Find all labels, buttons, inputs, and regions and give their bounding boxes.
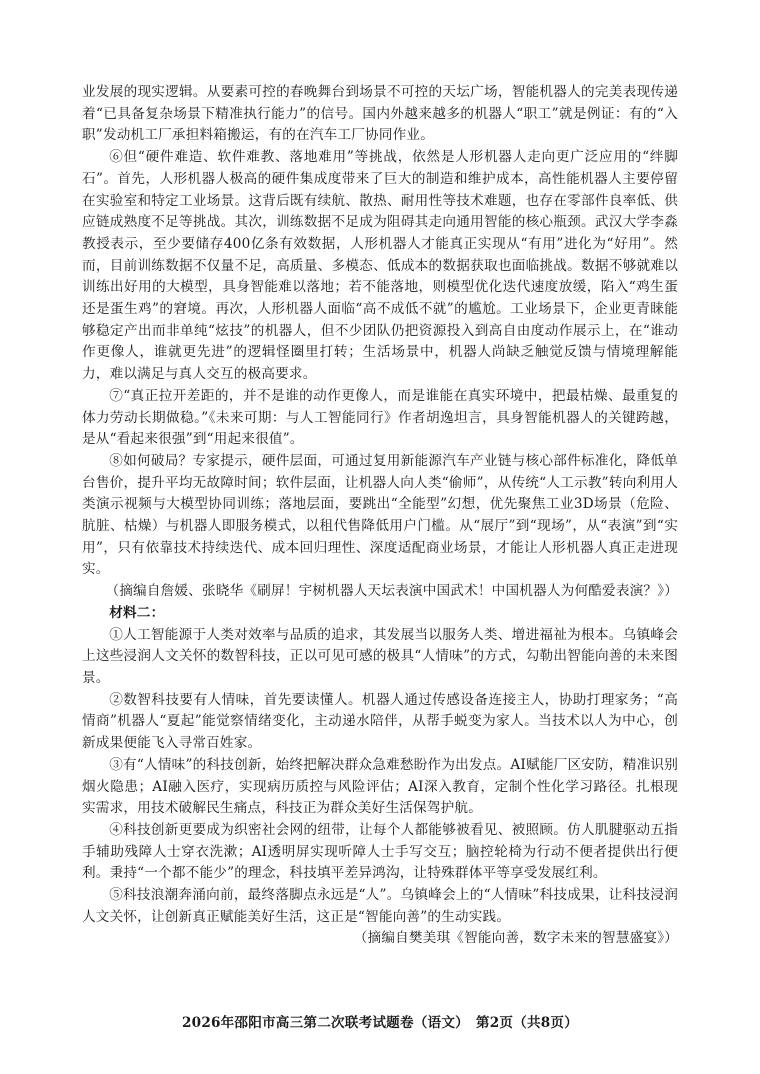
article-body xyxy=(82,82,678,950)
paragraph-7: ⑦“真正拉开差距的，并不是谁的动作更像人，而是谁能在真实环境中，把最枯燥、最重复的体力劳动长期做稳。”《未来可期：与人工智能同行》作者胡逸坦言，具身智能机器人的关键跨越，是从“看起来很强”到“用起来很值”。 xyxy=(82,387,678,448)
source-citation-2: （摘编自樊美琪《智能向善，数字未来的智慧盛宴》） xyxy=(353,930,678,947)
source-citation-1: （摘编自詹媛、张晓华《刷屏！宇树机器人天坛表演中国武术！中国机器人为何酷爱表演？》） xyxy=(105,583,678,600)
material-2-heading: 材料二： xyxy=(109,604,165,621)
paragraph-6: ⑥但“硬件难造、软件难教、落地难用”等挑战，依然是人形机器人走向更广泛应用的“绊脚石”。首先，人形机器人极高的硬件集成度带来了巨大的制造和维护成本，高性能机器人主要停留在实验室和特定工业场景。这背后既有续航、散热、耐用性等技术难题，也存在零部件良率低、供应链成熟度不足等挑战。其次，训练数据不足成为阻碍其走向通用智能的核心瓶颈。武汉大学李淼教授表示，至少要储存400亿条有效数据，人形机器人才能真正实现从“有用”进化为“好用”。然而，目前训练数据不仅量不足，高质量、多模态、低成本的数据获取也面临挑战。数据不够就难以训练出好用的大模型，具身智能难以落地；若不能落地，则模型优化迭代速度放缓，陷入“鸡生蛋还是蛋生鸡”的窘境。再次，人形机器人面临“高不成低不就”的尴尬。工业场景下，企业更青睐能够稳定产出而非单纯“炫技”的机器人，但不少团队仍把资源投入到高自由度动作展示上，在“谁动作更像人，谁就更先进”的逻辑怪圈里打转；生活场景中，机器人尚缺乏触觉反馈与情境理解能力，难以满足与真人交互的极高要求。 xyxy=(82,149,678,383)
material-2-paragraph-3: ③有“人情味”的科技创新，始终把解决群众急难愁盼作为出发点。AI赋能厂区安防，精准识别烟火隐患；AI融入医疗，实现病历质控与风险评估；AI深入教育，定制个性化学习路径。扎根现实需求，用技术破解民生痛点，科技正为群众美好生活保驾护航。 xyxy=(82,756,678,817)
material-2-paragraph-5: ⑤科技浪潮奔涌向前，最终落脚点永远是“人”。乌镇峰会上的“人情味”科技成果，让科技浸润人文关怀，让创新真正赋能美好生活，这正是“智能向善”的生动实践。 xyxy=(82,887,678,925)
material-2-paragraph-1: ①人工智能源于人类对效率与品质的追求，其发展当以服务人类、增进福祉为根本。乌镇峰会上这些浸润人文关怀的数智科技，正以可见可感的极具“人情味”的方式，勾勒出智能向善的未来图景。 xyxy=(82,626,678,686)
paragraph-continuation: 业发展的现实逻辑。从要素可控的春晚舞台到场景不可控的天坛广场，智能机器人的完美表现传递着“已具备复杂场景下精准执行能力”的信号。国内外越来越多的机器人“职工”就是例证：有的“入职”发动机工厂承担料箱搬运，有的在汽车工厂协同作业。 xyxy=(82,84,678,144)
material-2-paragraph-2: ②数智科技要有人情味，首先要读懂人。机器人通过传感设备连接主人，协助打理家务；“高情商”机器人“夏起”能觉察情绪变化，主动递水陪伴，从帮手蜕变为家人。当技术以人为中心，创新成果便能飞入寻常百姓家。 xyxy=(82,691,678,752)
page-footer: 2026年邵阳市高三第二次联考试题卷（语文） 第2页（共8页） xyxy=(182,1015,578,1031)
paragraph-8: ⑧如何破局？专家提示，硬件层面，可通过复用新能源汽车产业链与核心部件标准化，降低单台售价，提升平均无故障时间；软件层面，让机器人向人类“偷师”，从传统“人工示教”转向利用人类演示视频与大模型协同训练；落地层面，要跳出“全能型”幻想，优先聚焦工业3D场景（危险、肮脏、枯燥）与机器人即服务模式，以租代售降低用户门槛。从“展厅”到“现场”，从“表演”到“实用”，只有依靠技术持续迭代、成本回归理性、深度适配商业场景，才能让人形机器人真正走进现实。 xyxy=(82,452,678,578)
material-2-paragraph-4: ④科技创新更要成为织密社会网的纽带，让每个人都能够被看见、被照顾。仿人肌腱驱动五指手辅助残障人士穿衣洗漱；AI透明屏实现听障人士手写交互；脑控轮椅为行动不便者提供出行便利。秉持“一个都不能少”的理念，科技填平差异鸿沟，让特殊群体平等享受发展红利。 xyxy=(82,821,678,882)
